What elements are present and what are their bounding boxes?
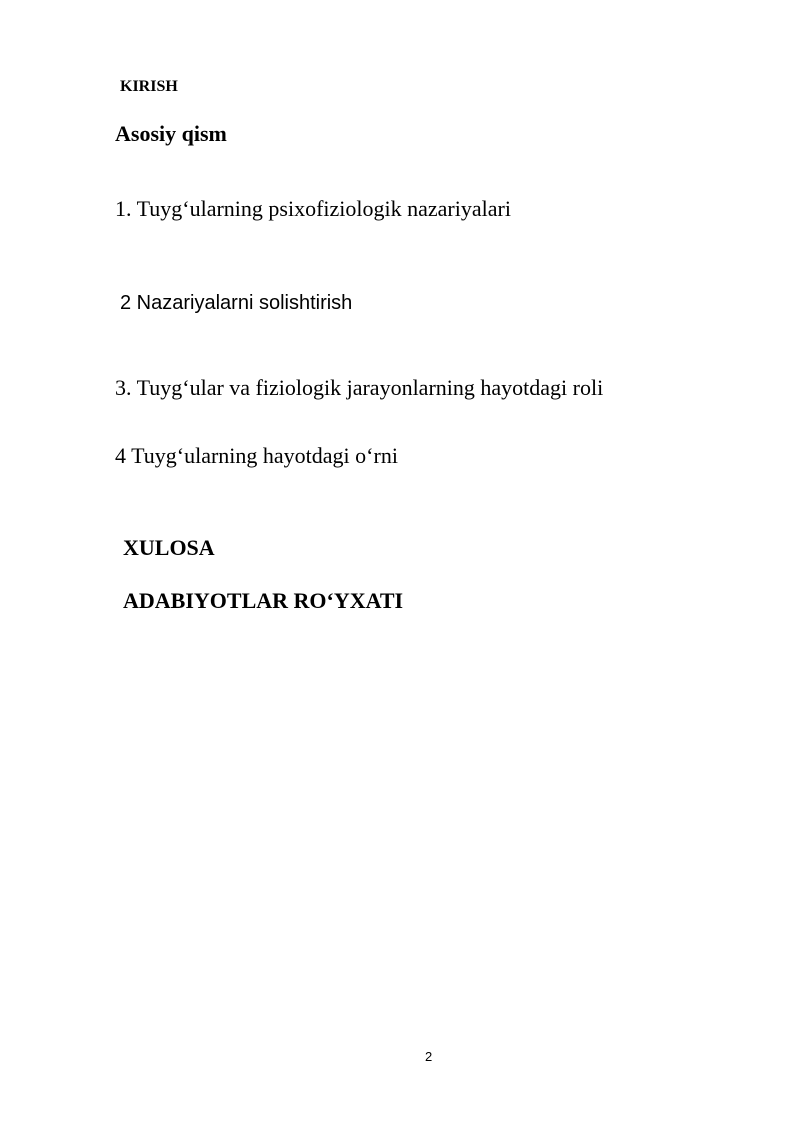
- main-part-heading: Asosiy qism: [115, 121, 227, 146]
- conclusion-heading: XULOSA: [123, 535, 215, 560]
- toc-item-1: 1. Tuyg‘ularning psixofiziologik nazariyalari: [115, 196, 511, 221]
- toc-item-4: 4 Tuyg‘ularning hayotdagi o‘rni: [115, 443, 398, 468]
- page-number: 2: [425, 1049, 433, 1064]
- toc-item-2: 2 Nazariyalarni solishtirish: [120, 292, 353, 314]
- toc-item-3: 3. Tuyg‘ular va fiziologik jarayonlarning hayotdagi roli: [115, 375, 604, 400]
- references-heading: ADABIYOTLAR RO‘YXATI: [123, 588, 404, 613]
- intro-heading: KIRISH: [120, 78, 178, 95]
